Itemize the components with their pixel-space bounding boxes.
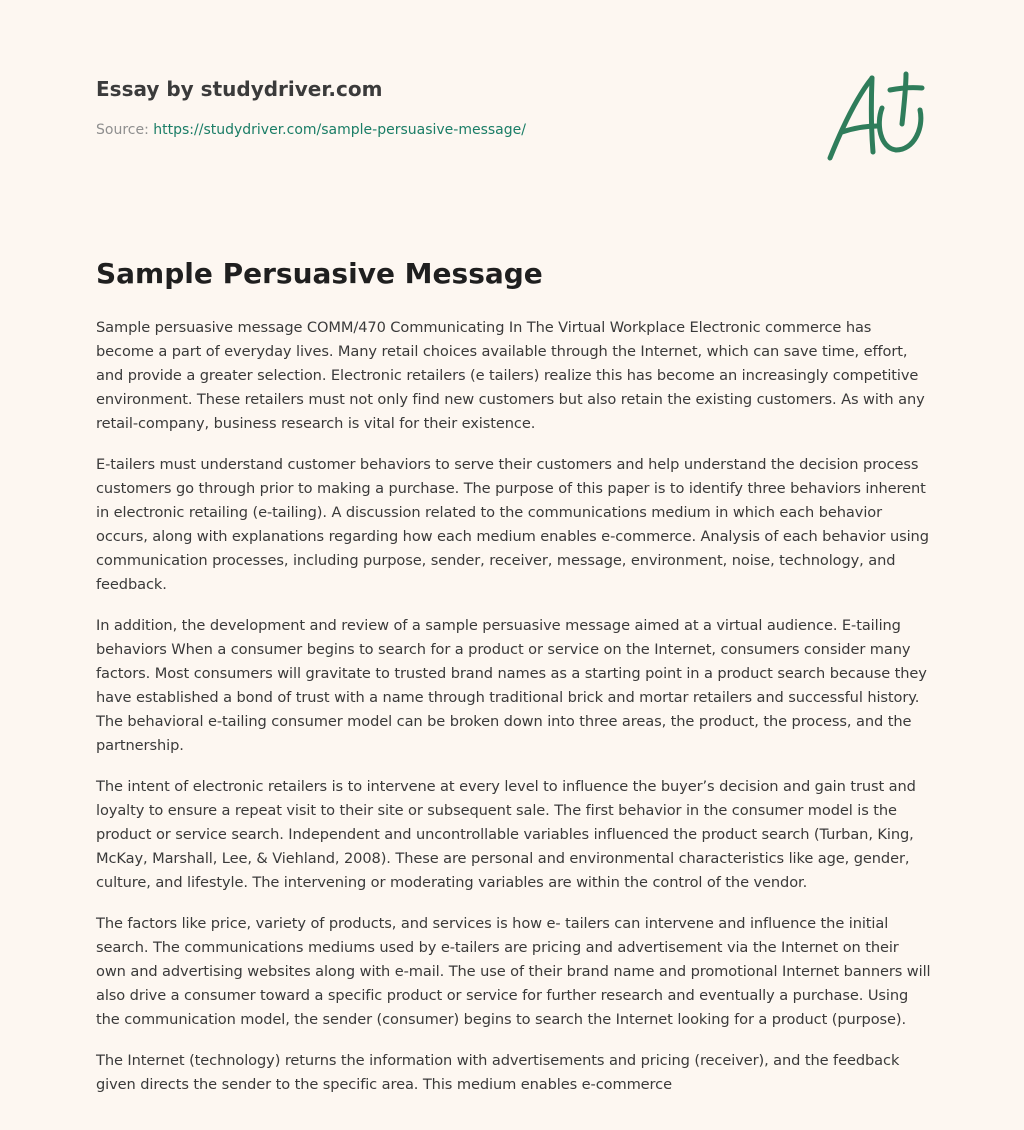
article-title: Sample Persuasive Message: [96, 257, 543, 290]
article-paragraph: The factors like price, variety of products, and services is how e- tailers can intervene and influence the initial search. The communications mediums used by e-tailers are pricing and advertisement via the Internet on their own and advertising websites along with e-mail. The use of their brand name and promotional Internet banners will also drive a consumer toward a specific product or service for further research and eventually a purchase. Using the communication model, the sender (consumer) begins to search the Internet looking for a product (purpose).: [96, 915, 931, 1028]
article-body: [96, 252, 931, 1114]
article-paragraph: The intent of electronic retailers is to intervene at every level to influence the buyer’s decision and gain trust and loyalty to ensure a repeat visit to their site or subsequent sale. The first behavior in the consumer model is the product or service search. Independent and uncontrollable variables influenced the product search (Turban, King, McKay, Marshall, Lee, & Viehland, 2008). These are personal and environmental characteristics like age, gender, culture, and lifestyle. The intervening or moderating variables are within the control of the vendor.: [96, 778, 916, 891]
article-paragraph: Sample persuasive message COMM/470 Communicating In The Virtual Workplace Electronic commerce has become a part of everyday lives. Many retail choices available through the Internet, which can save time, effort, and provide a greater selection. Electronic retailers (e tailers) realize this has become an increasingly competitive environment. These retailers must not only find new customers but also retain the existing customers. As with any retail-company, business research is vital for their existence.: [96, 319, 925, 432]
article-paragraph: The Internet (technology) returns the information with advertisements and pricing (receiver), and the feedback given directs the sender to the specific area. This medium enables e-commerce: [96, 1052, 900, 1093]
article-paragraph: E-tailers must understand customer behaviors to serve their customers and help understand the decision process customers go through prior to making a purchase. The purpose of this paper is to identify three behaviors inherent in electronic retailing (e-tailing). A discussion related to the communications medium in which each behavior occurs, along with explanations regarding how each medium enables e-commerce. Analysis of each behavior using communication processes, including purpose, sender, receiver, message, environment, noise, technology, and feedback.: [96, 456, 929, 593]
article-paragraph: In addition, the development and review of a sample persuasive message aimed at a virtual audience. E-tailing behaviors When a consumer begins to search for a product or service on the Internet, consumers consider many factors. Most consumers will gravitate to trusted brand names as a starting point in a product search because they have established a bond of trust with a name through traditional brick and mortar retailers and successful history. The behavioral e-tailing consumer model can be broken down into three areas, the product, the process, and the partnership.: [96, 617, 927, 754]
source-line: [96, 120, 796, 140]
site-brand: Essay by studydriver.com: [96, 77, 383, 101]
source-link[interactable]: https://studydriver.com/sample-persuasive-message/: [153, 122, 526, 138]
source-label: Source:: [96, 122, 149, 138]
page-header: [96, 74, 796, 140]
a-plus-grade-icon: [822, 68, 928, 164]
